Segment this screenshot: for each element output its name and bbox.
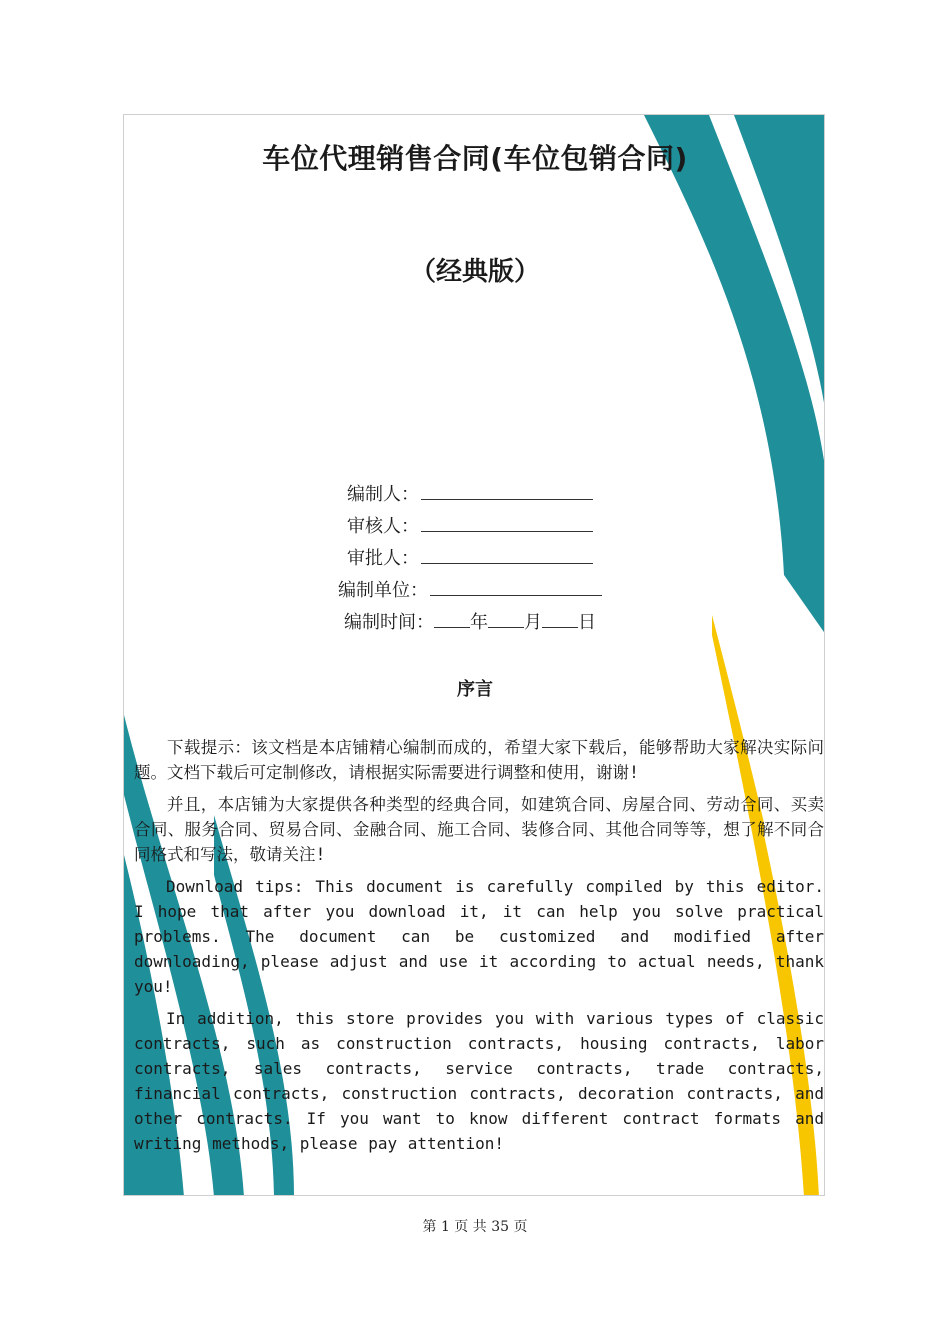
field-label-approver: 审批人： bbox=[347, 548, 419, 569]
field-label-editor: 编制人： bbox=[347, 484, 419, 505]
preface-heading: 序言 bbox=[457, 679, 493, 700]
field-blank-approver[interactable] bbox=[421, 543, 593, 564]
preface-body bbox=[134, 735, 824, 1163]
field-blank-day[interactable] bbox=[542, 607, 578, 628]
field-label-unit: 编制单位： bbox=[338, 580, 428, 601]
page-footer: 第 1 页 共 35 页 bbox=[422, 1219, 528, 1235]
page-content bbox=[124, 115, 825, 1196]
field-label-date: 编制时间： bbox=[344, 612, 434, 633]
field-blank-unit[interactable] bbox=[430, 575, 602, 596]
meta-row-reviewer bbox=[124, 511, 825, 543]
meta-row-date bbox=[124, 607, 825, 639]
document-title: 车位代理销售合同(车位包销合同) bbox=[262, 142, 688, 175]
preface-paragraph-cn-2: 并且，本店铺为大家提供各种类型的经典合同，如建筑合同、房屋合同、劳动合同、买卖合同、服务合同、贸易合同、金融合同、施工合同、装修合同、其他合同等等，想了解不同合同格式和写法，敬请关注! bbox=[134, 795, 824, 864]
document-meta-fields bbox=[124, 479, 825, 639]
date-month-label: 月 bbox=[524, 612, 542, 633]
page-frame bbox=[123, 114, 825, 1196]
field-blank-editor[interactable] bbox=[421, 479, 593, 500]
meta-row-approver bbox=[124, 543, 825, 575]
meta-row-unit bbox=[124, 575, 825, 607]
field-label-reviewer: 审核人： bbox=[347, 516, 419, 537]
preface-paragraph-cn-1: 下载提示：该文档是本店铺精心编制而成的，希望大家下载后，能够帮助大家解决实际问题。文档下载后可定制修改，请根据实际需要进行调整和使用，谢谢! bbox=[134, 738, 824, 782]
preface-paragraph-en-2: In addition, this store provides you with various types of classic contracts, such as construction contracts, housing contracts, labor contracts, sales contracts, service contracts, trade contracts, financial contracts, construction contracts, decoration contracts, and other contracts. If you want to know different contract formats and writing methods, please pay attention! bbox=[134, 1009, 824, 1153]
field-blank-reviewer[interactable] bbox=[421, 511, 593, 532]
field-blank-month[interactable] bbox=[488, 607, 524, 628]
date-year-label: 年 bbox=[470, 612, 488, 633]
preface-paragraph-en-1: Download tips: This document is carefully compiled by this editor. I hope that after you download it, it can help you solve practical problems. The document can be customized and modified after downloading, please adjust and use it according to actual needs, thank you! bbox=[134, 877, 824, 996]
field-blank-year[interactable] bbox=[434, 607, 470, 628]
document-edition: （经典版） bbox=[409, 257, 540, 287]
meta-row-editor bbox=[124, 479, 825, 511]
date-day-label: 日 bbox=[578, 612, 596, 633]
